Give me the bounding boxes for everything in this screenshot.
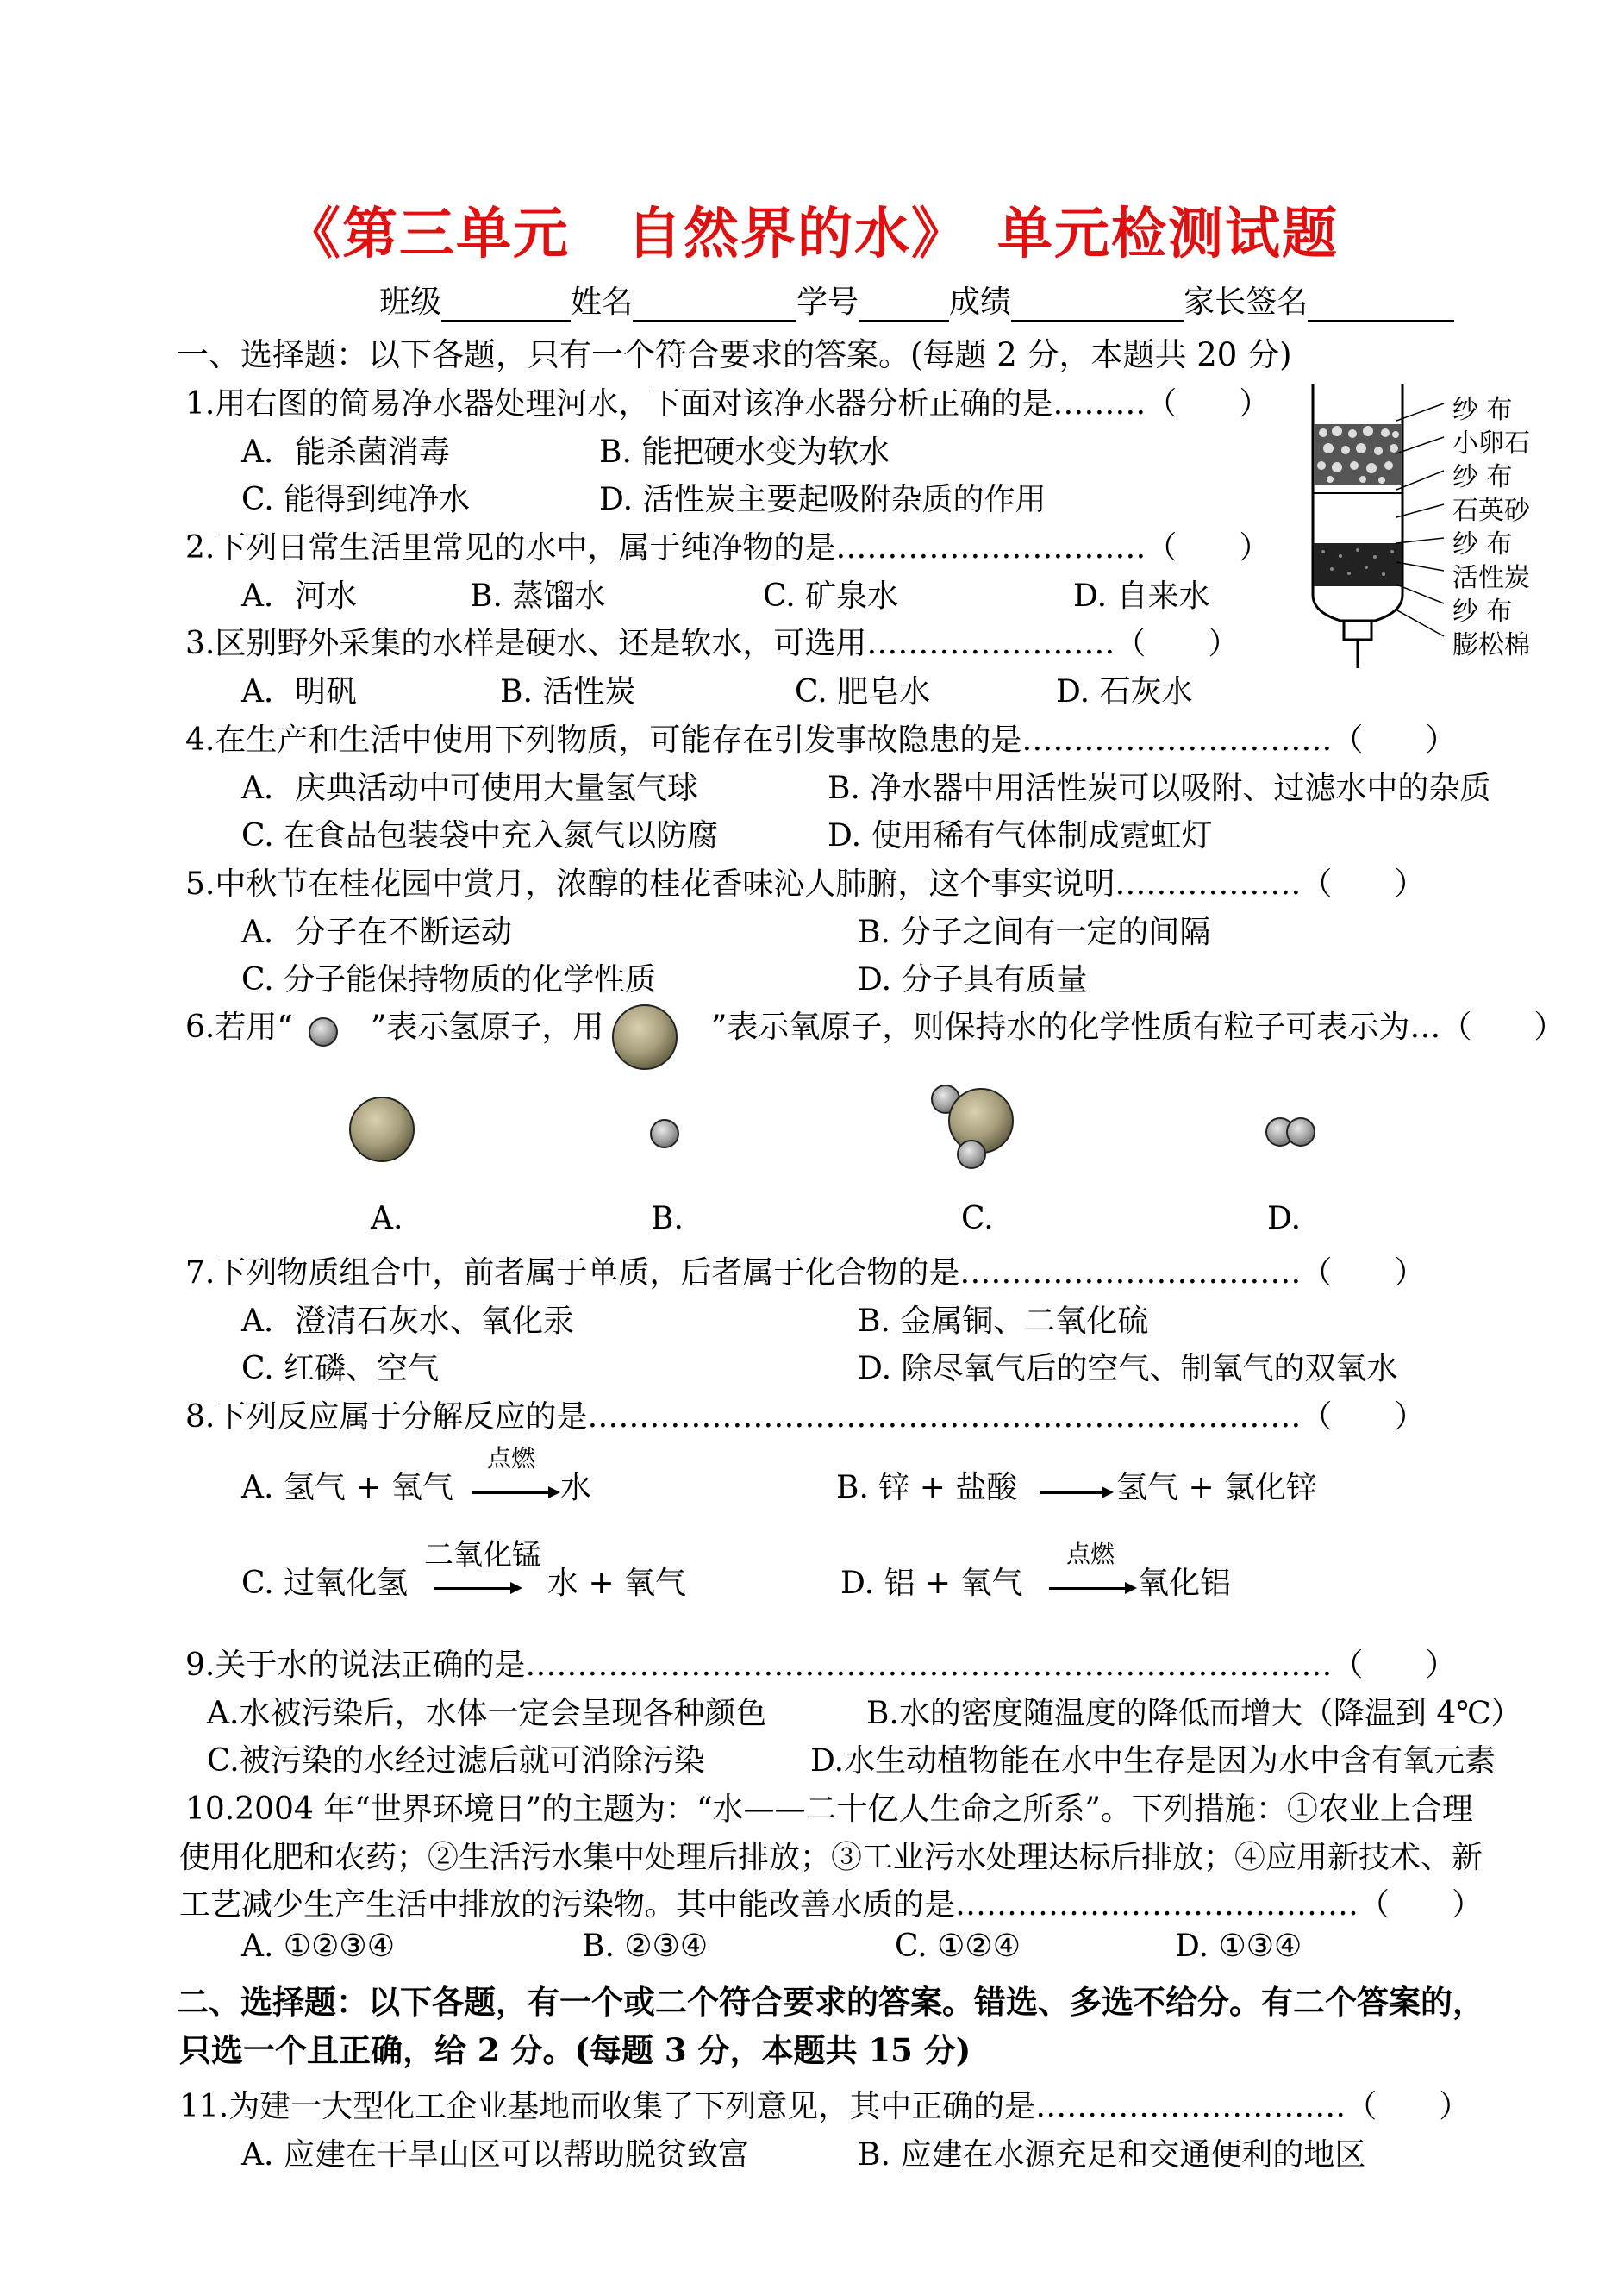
q4-option-a[interactable]: A．庆典活动中可使用大量氢气球 [241,771,698,806]
filter-label-pebbles: 小卵石 [1452,428,1530,459]
name-blank[interactable] [633,289,796,322]
q1-option-b[interactable]: B. 能把硬水变为软水 [599,435,890,470]
filter-label-gauze-1: 纱 布 [1452,395,1513,425]
q8-option-c-reactants[interactable]: C. 过氧化氢 [241,1566,409,1601]
q8-option-d-product: 氧化铝 [1138,1566,1232,1601]
section2-heading-line2: 只选一个且正确，给 2 分。(每题 3 分，本题共 15 分) [179,2031,971,2069]
section1-heading: 一、选择题：以下各题，只有一个符合要求的答案。(每题 2 分，本题共 20 分) [177,336,1292,373]
option-d-hydrogen-atom-icon [1286,1117,1315,1147]
q7-option-d[interactable]: D. 除尽氧气后的空气、制氧气的双氧水 [858,1351,1398,1386]
q4-option-d[interactable]: D. 使用稀有气体制成霓虹灯 [828,818,1213,854]
id-label: 学号 [796,285,859,320]
q9-option-c[interactable]: C.被污染的水经过滤后就可消除污染 [207,1743,705,1779]
filter-label-activated-carbon: 活性炭 [1452,563,1530,593]
q7-option-a[interactable]: A．澄清石灰水、氧化汞 [241,1304,574,1339]
reaction-arrow-icon [1040,1491,1105,1494]
q3-option-b[interactable]: B. 活性炭 [500,674,636,710]
q6-stem-part3: ”表示氧原子，则保持水的化学性质有粒子可表示为…（ ） [711,1010,1565,1045]
filter-label-cotton: 膨松棉 [1452,630,1530,660]
q4-option-c[interactable]: C. 在食品包装袋中充入氮气以防腐 [241,818,719,854]
q9-option-d[interactable]: D.水生动植物能在水中生存是因为水中含有氧元素 [810,1743,1496,1779]
q2-option-d[interactable]: D. 自来水 [1073,578,1210,614]
option-a-oxygen-atom-icon [349,1097,415,1162]
filter-label-gauze-2: 纱 布 [1452,462,1513,492]
reaction-arrow-icon [434,1587,514,1590]
reaction-arrow-icon [1049,1587,1128,1590]
q4-stem: 4.在生产和生活中使用下列物质，可能存在引发事故隐患的是…………………………（ ） [185,722,1457,758]
q7-stem: 7.下列物质组合中，前者属于单质，后者属于化合物的是……………………………（ ） [185,1255,1426,1291]
parent-sign-label: 家长签名 [1184,285,1309,320]
page-title: 《第三单元 自然界的水》 单元检测试题 [285,202,1339,266]
q1-stem: 1.用右图的简易净水器处理河水，下面对该净水器分析正确的是………（ ） [185,386,1271,422]
q10-option-d[interactable]: D. ①③④ [1175,1929,1302,1964]
q8-a-condition: 点燃 [487,1444,536,1473]
q7-option-c[interactable]: C. 红磷、空气 [241,1351,440,1386]
q2-option-a[interactable]: A．河水 [241,578,357,614]
oxygen-atom-icon [612,1004,678,1070]
q3-option-d[interactable]: D. 石灰水 [1056,674,1193,710]
water-filter-diagram [1306,379,1409,672]
q10-stem-line2: 使用化肥和农药；②生活污水集中处理后排放；③工业污水处理达标后排放；④应用新技术、新 [179,1840,1483,1875]
q10-stem-line1: 10.2004 年“世界环境日”的主题为：“水——二十亿人生命之所系”。下列措施：①农业上合理 [185,1792,1473,1827]
q8-option-b-reactants[interactable]: B. 锌 + 盐酸 [836,1470,1018,1505]
q1-option-c[interactable]: C. 能得到纯净水 [241,482,471,517]
q11-option-b[interactable]: B. 应建在水源充足和交通便利的地区 [858,2137,1366,2173]
option-b-hydrogen-atom-icon [650,1119,679,1148]
q5-stem: 5.中秋节在桂花园中赏月，浓醇的桂花香味沁人肺腑，这个事实说明………………（ ） [185,866,1426,902]
name-label: 姓名 [571,285,634,320]
class-label: 班级 [379,285,442,320]
q8-option-c-products: 水 + 氧气 [547,1566,687,1601]
score-blank[interactable] [1011,289,1184,322]
q4-option-b[interactable]: B. 净水器中用活性炭可以吸附、过滤水中的杂质 [828,771,1491,806]
q8-c-condition: 二氧化锰 [424,1538,541,1573]
q6-stem-part2: ”表示氢原子，用 [371,1010,604,1045]
q2-stem: 2.下列日常生活里常见的水中，属于纯净物的是…………………………（ ） [185,530,1271,566]
q8-d-condition: 点燃 [1066,1540,1115,1568]
section2-heading-line1: 二、选择题：以下各题，有一个或二个符合要求的答案。错选、多选不给分。有二个答案的， [177,1983,1484,2021]
student-info-row [379,278,1454,322]
q1-option-a[interactable]: A．能杀菌消毒 [241,435,450,470]
q10-stem-line3: 工艺减少生产生活中排放的污染物。其中能改善水质的是…………………………………（ ） [179,1887,1483,1923]
q5-option-c[interactable]: C. 分子能保持物质的化学性质 [241,962,657,997]
q5-option-b[interactable]: B. 分子之间有一定的间隔 [858,915,1211,950]
q9-stem: 9.关于水的说法正确的是……………………………………………………………………（ ） [185,1648,1457,1683]
q8-option-a-reactants[interactable]: A. 氢气 + 氧气 [241,1470,453,1505]
reaction-arrow-icon [472,1491,552,1494]
q8-option-b-products: 氢气 + 氯化锌 [1116,1470,1318,1505]
q9-option-a[interactable]: A.水被污染后，水体一定会呈现各种颜色 [207,1696,767,1731]
q5-option-a[interactable]: A．分子在不断运动 [241,915,512,950]
q5-option-d[interactable]: D. 分子具有质量 [858,962,1088,997]
q6-option-c[interactable]: C. [961,1201,994,1236]
q3-stem: 3.区别野外采集的水样是硬水、还是软水，可选用……………………（ ） [185,626,1240,661]
q10-option-b[interactable]: B. ②③④ [582,1929,709,1964]
class-blank[interactable] [441,289,571,322]
q6-option-d[interactable]: D. [1267,1201,1302,1236]
hydrogen-atom-icon [309,1017,338,1047]
q10-option-c[interactable]: C. ①②④ [895,1929,1021,1964]
id-blank[interactable] [859,289,949,322]
q9-option-b[interactable]: B.水的密度随温度的降低而增大（降温到 4℃） [866,1696,1522,1731]
q8-option-d-reactants[interactable]: D. 铝 + 氧气 [840,1566,1023,1601]
q10-option-a[interactable]: A. ①②③④ [241,1929,395,1964]
option-c-hydrogen-atom-icon [957,1140,986,1169]
q8-stem: 8.下列反应属于分解反应的是……………………………………………………………（ ） [185,1399,1426,1435]
parent-sign-blank[interactable] [1308,289,1454,322]
q8-option-a-product: 水 [560,1470,592,1505]
q1-option-d[interactable]: D. 活性炭主要起吸附杂质的作用 [599,482,1046,517]
q11-stem: 11.为建一大型化工企业基地而收集了下列意见，其中正确的是…………………………（ ） [179,2089,1471,2124]
q6-option-a[interactable]: A. [371,1201,403,1236]
q3-option-c[interactable]: C. 肥皂水 [795,674,931,710]
q6-stem-part1: 6.若用“ [185,1010,293,1045]
filter-label-gauze-3: 纱 布 [1452,529,1513,560]
filter-label-quartz-sand: 石英砂 [1452,496,1530,526]
score-label: 成绩 [949,285,1012,320]
q7-option-b[interactable]: B. 金属铜、二氧化硫 [858,1304,1149,1339]
q11-option-a[interactable]: A. 应建在干旱山区可以帮助脱贫致富 [241,2137,749,2173]
q2-option-b[interactable]: B. 蒸馏水 [470,578,606,614]
q3-option-a[interactable]: A．明矾 [241,674,357,710]
filter-label-gauze-4: 纱 布 [1452,597,1513,627]
filter-leader-lines [1396,379,1448,647]
q2-option-c[interactable]: C. 矿泉水 [763,578,899,614]
q6-option-b[interactable]: B. [651,1201,684,1236]
